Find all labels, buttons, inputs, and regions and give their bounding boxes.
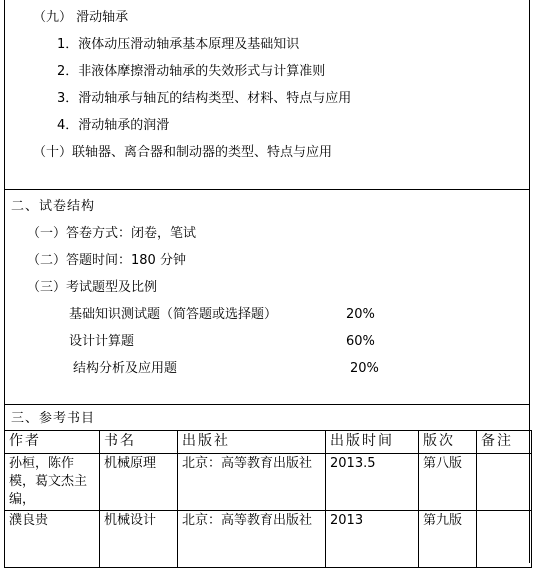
column-header-date: 出版时间 <box>326 431 419 454</box>
references-title: 三、参考书目 <box>11 411 96 426</box>
section-ten-heading: （十）联轴器、离合器和制动器的类型、特点与应用 <box>33 145 333 160</box>
references-table <box>4 430 532 568</box>
section-nine-item-4: 4．滑动轴承的润滑 <box>57 118 170 133</box>
column-header-publisher: 出版社 <box>178 431 326 454</box>
cell-author: 濮良贵 <box>5 511 100 568</box>
section-nine-item-2: 2．非液体摩擦滑动轴承的失效形式与计算准则 <box>57 64 326 79</box>
column-header-edition: 版次 <box>419 431 477 454</box>
exam-types-heading: （三）考试题型及比例 <box>27 280 158 295</box>
exam-type-label-1: 基础知识测试题（简答题或选择题） <box>69 307 278 322</box>
exam-format: （一）答卷方式：闭卷，笔试 <box>27 226 197 241</box>
section-nine-item-3: 3．滑动轴承与轴瓦的结构类型、材料、特点与应用 <box>57 91 352 106</box>
cell-title: 机械原理 <box>100 454 178 511</box>
exam-type-label-2: 设计计算题 <box>69 334 135 349</box>
exam-type-percent-2: 60% <box>346 334 375 349</box>
table-row <box>5 454 532 511</box>
table-row <box>5 511 532 568</box>
references-header-row <box>5 431 532 454</box>
cell-notes <box>477 511 532 568</box>
cell-publisher: 北京：高等教育出版社 <box>178 454 326 511</box>
references-box <box>4 405 530 563</box>
exam-type-percent-3: 20% <box>350 361 379 376</box>
cell-edition: 第九版 <box>419 511 477 568</box>
exam-duration: （二）答题时间：180 分钟 <box>27 253 186 268</box>
column-header-notes: 备注 <box>477 431 532 454</box>
section-nine-box <box>4 0 530 190</box>
cell-edition: 第八版 <box>419 454 477 511</box>
cell-date: 2013.5 <box>326 454 419 511</box>
cell-date: 2013 <box>326 511 419 568</box>
section-nine-item-1: 1．液体动压滑动轴承基本原理及基础知识 <box>57 37 300 52</box>
section-nine-heading: （九） 滑动轴承 <box>33 10 129 25</box>
cell-author: 孙桓，陈作模，葛文杰主编， <box>5 454 100 511</box>
cell-publisher: 北京：高等教育出版社 <box>178 511 326 568</box>
cell-notes <box>477 454 532 511</box>
column-header-author: 作者 <box>5 431 100 454</box>
exam-type-label-3: 结构分析及应用题 <box>73 361 178 376</box>
column-header-title: 书名 <box>100 431 178 454</box>
exam-type-percent-1: 20% <box>346 307 375 322</box>
exam-structure-box <box>4 190 530 405</box>
cell-title: 机械设计 <box>100 511 178 568</box>
exam-structure-title: 二、试卷结构 <box>11 199 96 214</box>
